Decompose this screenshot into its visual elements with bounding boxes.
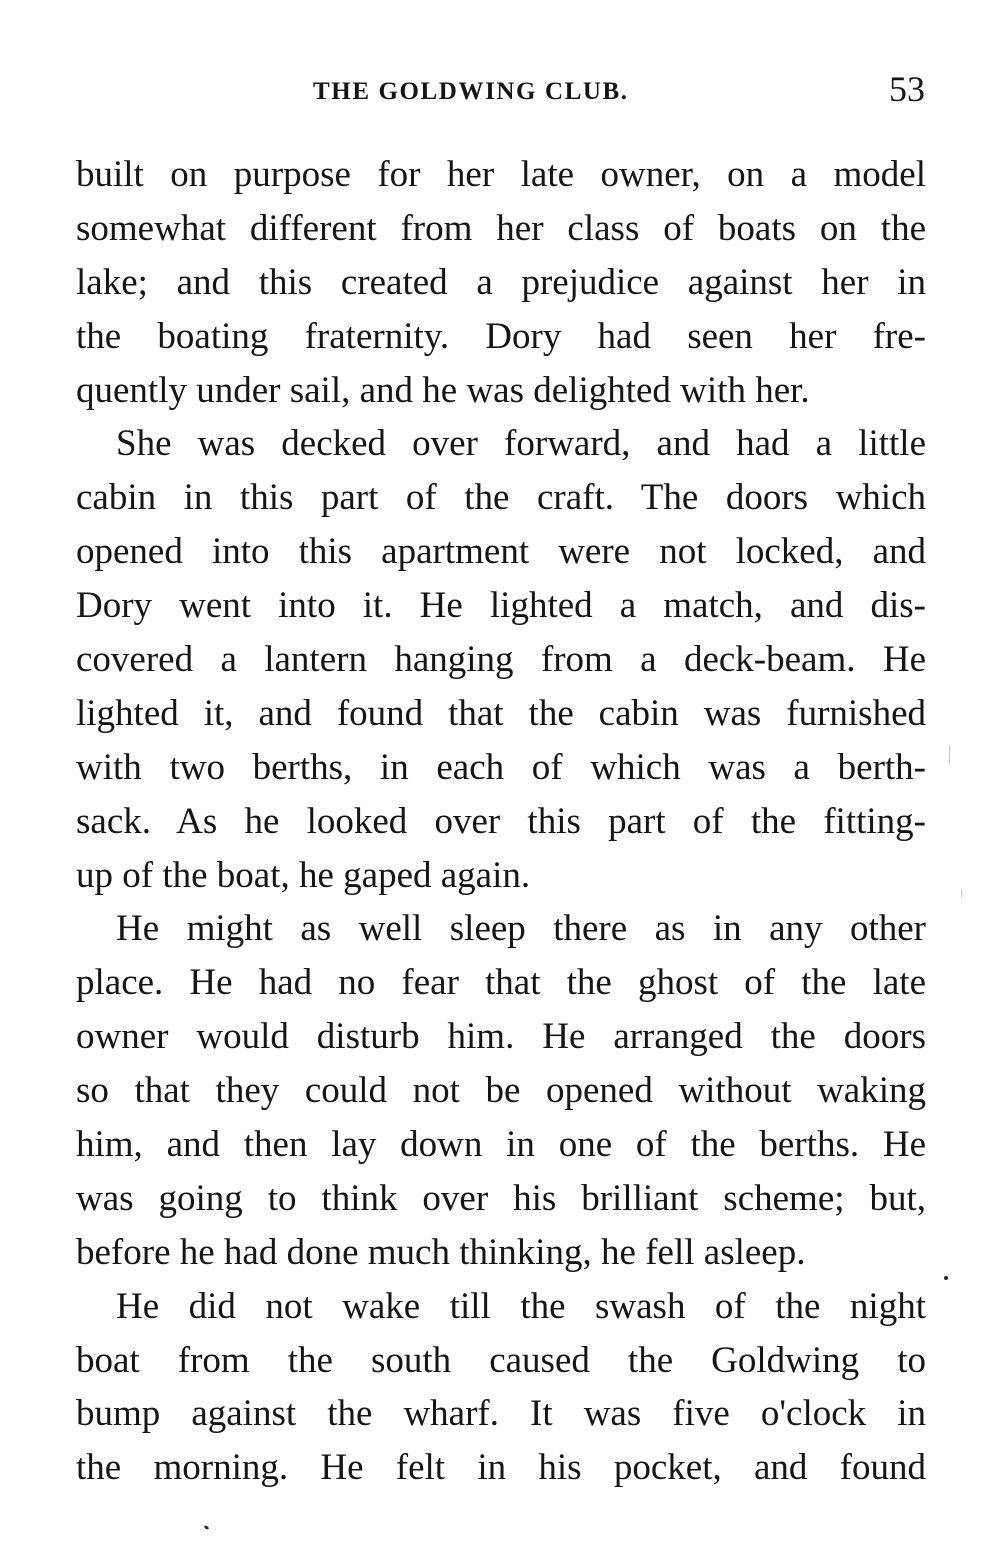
text-line: so that they could not be opened without waking (76, 1070, 926, 1112)
running-header (76, 70, 926, 112)
paragraph-4 (76, 1280, 926, 1496)
page-body-text (76, 148, 926, 1495)
text-line: up of the boat, he gaped again. (76, 854, 531, 896)
page-number: 53 (889, 69, 925, 109)
text-line: with two berths, in each of which was a berth- (76, 746, 926, 788)
text-line: lighted it, and found that the cabin was furnished (76, 692, 926, 734)
text-line: sack. As he looked over this part of the fitting- (76, 800, 926, 842)
text-line: the morning. He felt in his pocket, and found (76, 1447, 926, 1489)
text-line: him, and then lay down in one of the berths. He (76, 1124, 926, 1166)
text-line: place. He had no fear that the ghost of the late (76, 962, 926, 1004)
text-line: covered a lantern hanging from a deck-beam. He (76, 639, 926, 681)
scan-speck (944, 1276, 948, 1280)
scan-mark (949, 746, 950, 764)
paragraph-1 (76, 148, 926, 417)
paragraph-2 (76, 417, 926, 902)
text-line: quently under sail, and he was delighted with her. (76, 369, 810, 411)
text-line: She was decked over forward, and had a little (116, 423, 926, 465)
text-line: the boating fraternity. Dory had seen her fre- (76, 315, 926, 357)
text-line: opened into this apartment were not locked, and (76, 531, 926, 573)
text-line: before he had done much thinking, he fell asleep. (76, 1231, 806, 1273)
text-line: bump against the wharf. It was five o'clock in (76, 1393, 926, 1435)
scan-mark (961, 890, 962, 897)
text-line: Dory went into it. He lighted a match, and dis- (76, 585, 926, 627)
text-line: lake; and this created a prejudice against her in (76, 261, 926, 303)
paragraph-3 (76, 902, 926, 1279)
text-line: cabin in this part of the craft. The doors which (76, 477, 926, 519)
text-line: He might as well sleep there as in any other (116, 908, 926, 950)
scan-speck (204, 1525, 210, 1530)
text-line: somewhat different from her class of boats on the (76, 207, 926, 249)
text-line: built on purpose for her late owner, on a model (76, 154, 926, 195)
text-line: boat from the south caused the Goldwing to (76, 1339, 926, 1381)
text-line: He did not wake till the swash of the night (116, 1285, 926, 1327)
text-line: was going to think over his brilliant scheme; but, (76, 1177, 926, 1219)
running-title: THE GOLDWING CLUB. (313, 78, 629, 105)
text-line: owner would disturb him. He arranged the doors (76, 1016, 926, 1058)
